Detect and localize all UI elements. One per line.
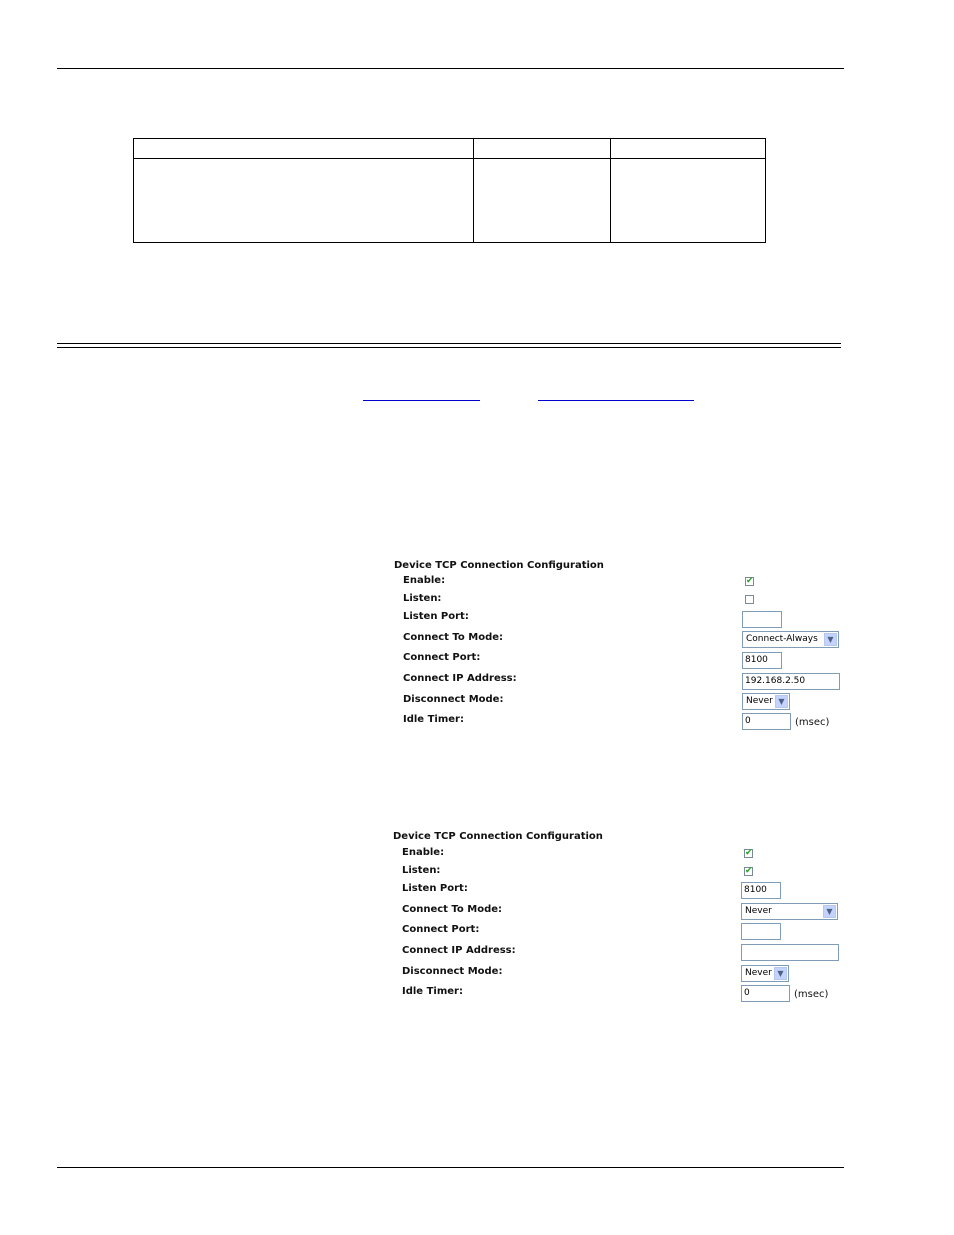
listen-port-label: Listen Port: (402, 883, 468, 894)
connect-port-input[interactable]: 8100 (742, 652, 782, 669)
check-icon: ✔ (745, 848, 753, 858)
check-icon: ✔ (745, 866, 753, 876)
table-cell (611, 159, 766, 243)
connect-port-label: Connect Port: (403, 652, 481, 663)
tcp-config-panel-1 (394, 560, 844, 740)
listen-port-input[interactable]: 8100 (741, 882, 781, 899)
hyperlink-underline[interactable] (363, 400, 480, 401)
chevron-down-icon[interactable]: ▼ (775, 695, 788, 708)
table-header-cell (611, 139, 766, 159)
idle-timer-label: Idle Timer: (403, 714, 464, 725)
connect-to-mode-label: Connect To Mode: (402, 904, 503, 915)
listen-checkbox[interactable] (745, 595, 754, 604)
header-rule (57, 68, 844, 69)
disconnect-mode-value: Never (745, 968, 772, 978)
table-cell (134, 159, 474, 243)
listen-port-label: Listen Port: (403, 611, 469, 622)
empty-table (133, 138, 766, 243)
listen-checkbox[interactable] (744, 867, 753, 876)
chevron-down-icon[interactable]: ▼ (774, 967, 787, 980)
connect-to-mode-select[interactable] (741, 903, 838, 920)
idle-timer-input[interactable]: 0 (742, 713, 791, 730)
connect-to-mode-select[interactable] (742, 631, 839, 648)
connect-to-mode-label: Connect To Mode: (403, 632, 504, 643)
disconnect-mode-select[interactable] (741, 965, 789, 982)
idle-timer-input[interactable]: 0 (741, 985, 790, 1002)
connect-to-mode-value: Connect-Always (746, 634, 818, 644)
footer-rule (57, 1167, 844, 1168)
connect-ip-input[interactable] (741, 944, 839, 961)
connect-ip-input[interactable]: 192.168.2.50 (742, 673, 840, 690)
idle-timer-unit: (msec) (794, 989, 829, 1000)
table-header-cell (134, 139, 474, 159)
disconnect-mode-label: Disconnect Mode: (402, 966, 503, 977)
connect-to-mode-value: Never (745, 906, 772, 916)
tcp-config-panel-2 (393, 831, 843, 1011)
enable-checkbox[interactable] (744, 849, 753, 858)
disconnect-mode-value: Never (746, 696, 773, 706)
disconnect-mode-select[interactable] (742, 693, 790, 710)
table-cell (474, 159, 611, 243)
table-header-cell (474, 139, 611, 159)
idle-timer-unit: (msec) (795, 717, 830, 728)
connect-ip-label: Connect IP Address: (403, 673, 517, 684)
chevron-down-icon[interactable]: ▼ (823, 905, 836, 918)
listen-port-input[interactable] (742, 611, 782, 628)
panel-title: Device TCP Connection Configuration (393, 831, 603, 842)
connect-port-input[interactable] (741, 923, 781, 940)
disconnect-mode-label: Disconnect Mode: (403, 694, 504, 705)
idle-timer-label: Idle Timer: (402, 986, 463, 997)
enable-label: Enable: (403, 575, 446, 586)
panel-title: Device TCP Connection Configuration (394, 560, 604, 571)
chevron-down-icon[interactable]: ▼ (824, 633, 837, 646)
section-double-rule (57, 343, 841, 348)
listen-label: Listen: (402, 865, 441, 876)
enable-label: Enable: (402, 847, 445, 858)
hyperlink-underline[interactable] (538, 400, 694, 401)
enable-checkbox[interactable] (745, 577, 754, 586)
check-icon: ✔ (746, 576, 754, 586)
listen-label: Listen: (403, 593, 442, 604)
connect-port-label: Connect Port: (402, 924, 480, 935)
connect-ip-label: Connect IP Address: (402, 945, 516, 956)
